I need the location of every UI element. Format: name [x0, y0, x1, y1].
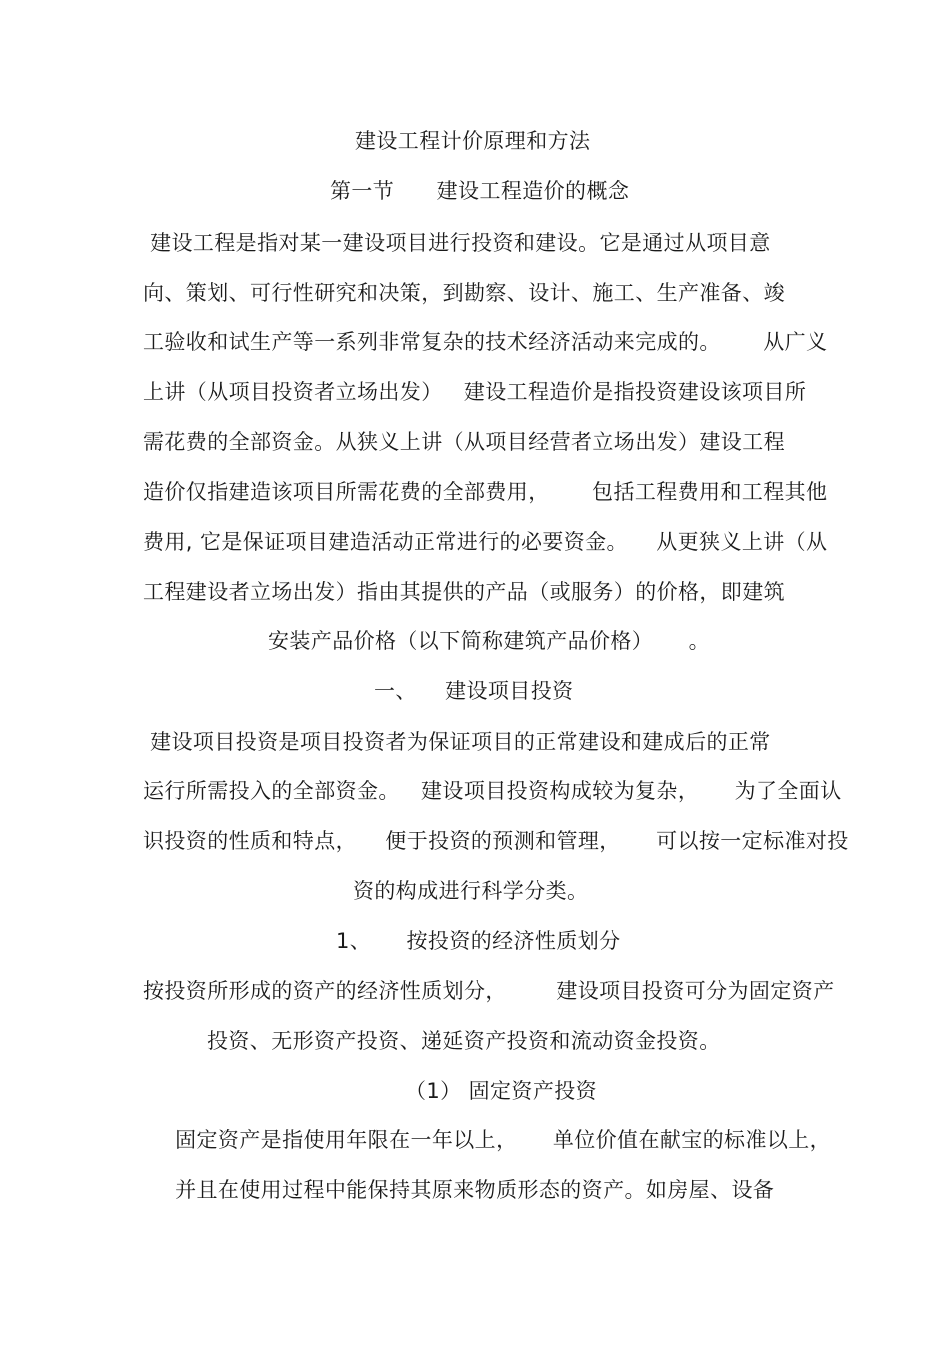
- paragraph-line: 投资、无形资产投资、递延资产投资和流动资金投资。: [207, 1029, 721, 1053]
- paragraph-line: 工程建设者立场出发）指由其提供的产品（或服务）的价格，即建筑: [143, 580, 785, 604]
- paragraph-line: 资的构成进行科学分类。: [353, 879, 589, 903]
- paragraph-line: 需花费的全部资金。从狭义上讲（从项目经营者立场出发）建设工程: [143, 430, 785, 454]
- paragraph-line: 造价仅指建造该项目所需花费的全部费用， 包括工程费用和工程其他: [143, 480, 828, 504]
- paragraph-line: 建设工程是指对某一建设项目进行投资和建设。它是通过从项目意: [143, 231, 771, 255]
- subheading-fixed-assets: （1） 固定资产投资: [405, 1079, 598, 1103]
- paragraph-line: 按投资所形成的资产的经济性质划分， 建设项目投资可分为固定资产: [143, 979, 835, 1003]
- paragraph-line: 安装产品价格（以下简称建筑产品价格） 。: [268, 629, 710, 653]
- paragraph-line: 固定资产是指使用年限在一年以上， 单位价值在献宝的标准以上，: [168, 1128, 832, 1152]
- subheading-classification: 1、 按投资的经济性质划分: [336, 929, 621, 953]
- subheading-investment: 一、 建设项目投资: [374, 679, 574, 703]
- paragraph-line: 并且在使用过程中能保持其原来物质形态的资产。如房屋、设备: [168, 1178, 775, 1202]
- paragraph-line: 运行所需投入的全部资金。 建设项目投资构成较为复杂， 为了全面认: [143, 779, 842, 803]
- paragraph-line: 建设项目投资是项目投资者为保证项目的正常建设和建成后的正常: [143, 730, 771, 754]
- paragraph-line: 工验收和试生产等一系列非常复杂的技术经济活动来完成的。 从广义: [143, 330, 828, 354]
- section-heading: 第一节 建设工程造价的概念: [330, 179, 630, 203]
- paragraph-line: 向、策划、可行性研究和决策，到勘察、设计、施工、生产准备、竣: [143, 281, 785, 305]
- paragraph-line: 费用, 它是保证项目建造活动正常进行的必要资金。 从更狭义上讲（从: [143, 530, 828, 554]
- paragraph-line: 上讲（从项目投资者立场出发） 建设工程造价是指投资建设该项目所: [143, 380, 807, 404]
- document-title: 建设工程计价原理和方法: [355, 129, 591, 153]
- paragraph-line: 识投资的性质和特点， 便于投资的预测和管理， 可以按一定标准对投: [143, 829, 849, 853]
